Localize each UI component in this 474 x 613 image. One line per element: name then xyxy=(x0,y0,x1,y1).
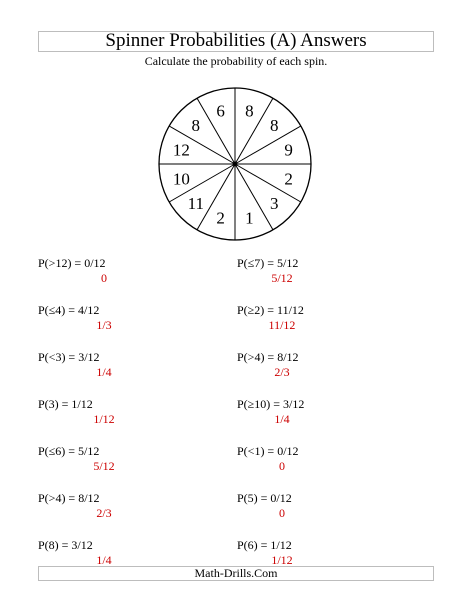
problem-answer: 0 xyxy=(101,271,107,285)
spinner-section-label: 8 xyxy=(269,115,279,135)
spinner-section-label: 9 xyxy=(284,140,293,160)
instructions: Calculate the probability of each spin. xyxy=(144,54,328,68)
problem-question: P(3) = 1/12 xyxy=(38,397,93,411)
spinner-section-label: 8 xyxy=(191,115,201,135)
page-title: Spinner Probabilities (A) Answers xyxy=(105,30,367,51)
problem-question: P(≤7) = 5/12 xyxy=(237,256,299,270)
problem-answer: 1/3 xyxy=(96,318,112,332)
problem-answer: 1/4 xyxy=(96,365,112,379)
problem-answer: 0 xyxy=(279,459,285,473)
problem-question: P(>4) = 8/12 xyxy=(38,491,100,505)
problem-question: P(≥10) = 3/12 xyxy=(237,397,305,411)
problem-question: P(5) = 0/12 xyxy=(237,491,292,505)
problem-answer: 2/3 xyxy=(274,365,290,379)
spinner-section-label: 11 xyxy=(187,194,204,214)
problem-answer: 11/12 xyxy=(268,318,296,332)
problem-answer: 1/4 xyxy=(274,412,290,426)
problem-question: P(<1) = 0/12 xyxy=(237,444,299,458)
spinner-section-label: 10 xyxy=(172,169,190,189)
spinner-section-label: 3 xyxy=(269,194,279,214)
spinner-section-label: 12 xyxy=(172,140,190,160)
spinner-section-label: 1 xyxy=(245,208,254,228)
footer-site: Math-Drills.Com xyxy=(194,566,278,580)
problem-question: P(≤4) = 4/12 xyxy=(38,303,100,317)
problem-answer: 5/12 xyxy=(93,459,115,473)
problem-answer: 0 xyxy=(279,506,285,520)
problem-question: P(≥2) = 11/12 xyxy=(237,303,304,317)
problem-answer: 2/3 xyxy=(96,506,112,520)
problem-question: P(>12) = 0/12 xyxy=(38,256,106,270)
problem-question: P(8) = 3/12 xyxy=(38,538,93,552)
problem-answer: 1/12 xyxy=(93,412,115,426)
spinner-section-label: 6 xyxy=(216,101,225,121)
problem-answer: 1/4 xyxy=(96,553,112,567)
problem-question: P(<3) = 3/12 xyxy=(38,350,100,364)
problem-answer: 1/12 xyxy=(271,553,293,567)
problem-question: P(>4) = 8/12 xyxy=(237,350,299,364)
spinner-section-label: 2 xyxy=(216,208,225,228)
spinner-section-label: 8 xyxy=(245,101,254,121)
problem-question: P(≤6) = 5/12 xyxy=(38,444,100,458)
spinner-section-label: 2 xyxy=(284,169,293,189)
problem-question: P(6) = 1/12 xyxy=(237,538,292,552)
problem-answer: 5/12 xyxy=(271,271,293,285)
